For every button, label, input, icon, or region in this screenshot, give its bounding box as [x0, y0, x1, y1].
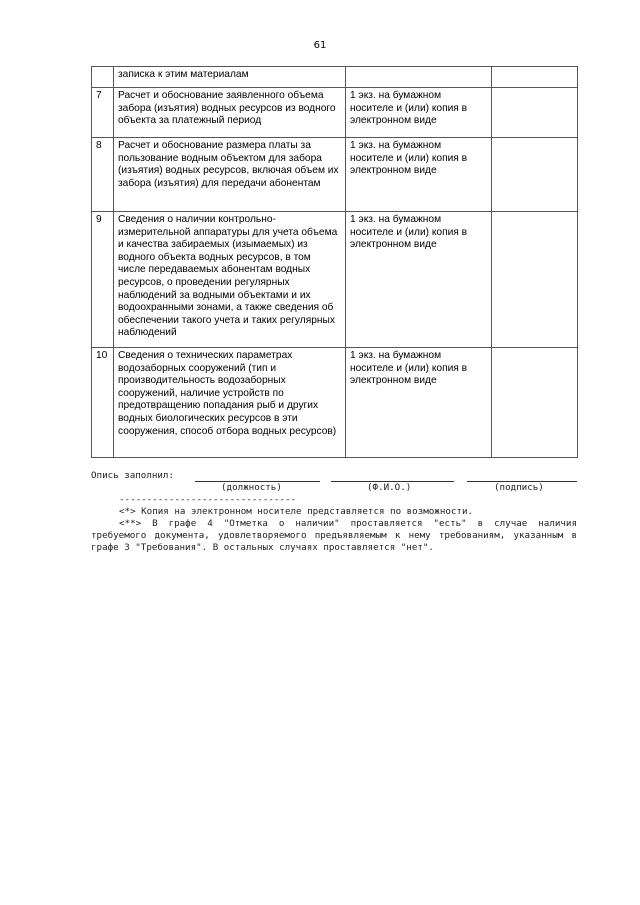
table-row: [92, 138, 578, 212]
table-row: [92, 212, 578, 348]
footnote-2: <**> В графе 4 "Отметка о наличии" проставляется "есть" в случае наличия требуемого документа, удовлетворяемого предъявляемым к нему требованиям, указанным в графе 3 "Требования". В остальных случаях проставляется "нет".: [91, 518, 577, 553]
requirement-cell: 1 экз. на бумажном носителе и (или) копия в электронном виде: [346, 212, 492, 348]
document-name-cell: записка к этим материалам: [114, 67, 346, 88]
position-caption: (должность): [221, 482, 282, 493]
document-name-cell: Сведения о наличии контрольно-измерительной аппаратуры для учета объема и качества забираемых (изымаемых) из водного объекта водных ресурсов, в том числе передаваемых абонентам водных ресурсов, о проведении регулярных наблюдений за водными объектами и их водоохранными зонами, а также сведения об обеспечении такого учета и таких регулярных наблюдений: [114, 212, 346, 348]
presence-mark-cell: [492, 348, 578, 458]
footnote-separator: --------------------------------: [119, 494, 297, 505]
footnote-1: <*> Копия на электронном носителе представляется по возможности.: [119, 506, 474, 517]
signature-label: Опись заполнил:: [91, 470, 174, 481]
presence-mark-cell: [492, 88, 578, 138]
signature-row: [91, 470, 577, 482]
requirement-cell: 1 экз. на бумажном носителе и (или) копия в электронном виде: [346, 348, 492, 458]
documents-table: [91, 66, 578, 458]
signature-and-notes: [91, 470, 577, 554]
signature-captions: [91, 482, 577, 494]
presence-mark-cell: [492, 138, 578, 212]
document-name-cell: Расчет и обоснование размера платы за пользование водным объектом для забора (изъятия) водных ресурсов, включая объем их забора (изъятия) для передачи абонентам: [114, 138, 346, 212]
table-row: [92, 67, 578, 88]
requirement-cell: [346, 67, 492, 88]
page-number: 61: [313, 40, 327, 51]
requirement-cell: 1 экз. на бумажном носителе и (или) копия в электронном виде: [346, 88, 492, 138]
table-row: [92, 88, 578, 138]
requirement-cell: 1 экз. на бумажном носителе и (или) копия в электронном виде: [346, 138, 492, 212]
presence-mark-cell: [492, 212, 578, 348]
row-number-cell: 9: [92, 212, 114, 348]
document-name-cell: Расчет и обоснование заявленного объема забора (изъятия) водных ресурсов из водного объекта за платежный период: [114, 88, 346, 138]
row-number-cell: 8: [92, 138, 114, 212]
row-number-cell: [92, 67, 114, 88]
name-caption: (Ф.И.О.): [367, 482, 412, 493]
row-number-cell: 10: [92, 348, 114, 458]
table-row: [92, 348, 578, 458]
presence-mark-cell: [492, 67, 578, 88]
signature-caption: (подпись): [494, 482, 544, 493]
row-number-cell: 7: [92, 88, 114, 138]
document-name-cell: Сведения о технических параметрах водозаборных сооружений (тип и производительность водозаборных сооружений, наличие устройств по предотвращению попадания рыб и других водных биологических ресурсов в эти сооружения, способ отбора водных ресурсов): [114, 348, 346, 458]
